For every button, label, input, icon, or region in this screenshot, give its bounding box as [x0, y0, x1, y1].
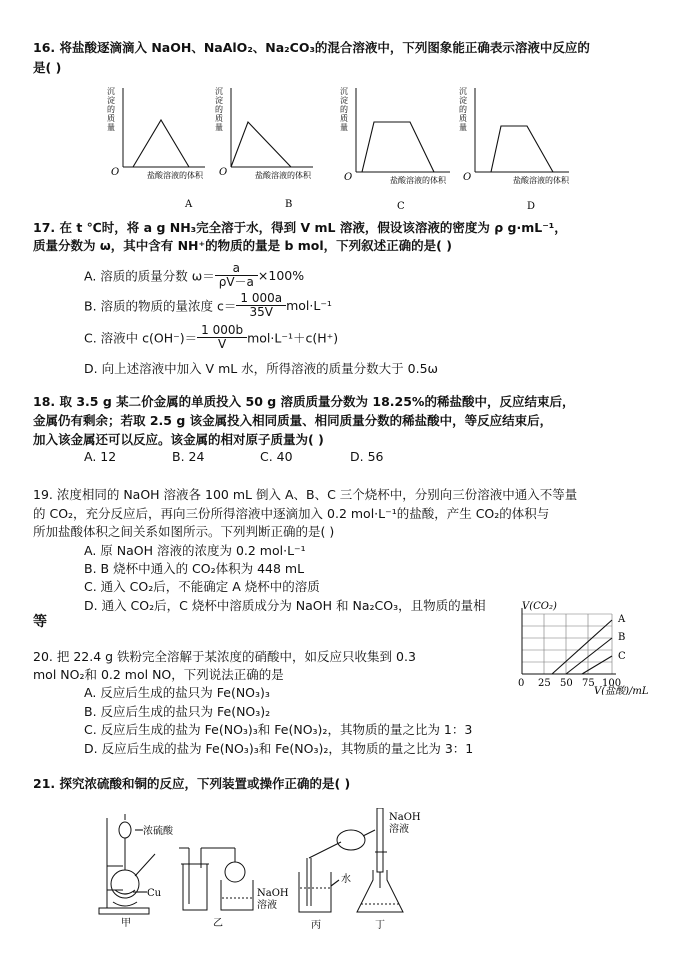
svg-text:盐酸溶液的体积: 盐酸溶液的体积 [255, 171, 311, 180]
svg-text:量: 量 [459, 123, 467, 132]
series-line-b [566, 638, 612, 674]
q19-option-b: B. B 烧杯中通入的 CO₂体积为 448 mL [84, 561, 305, 576]
graph-label-d: D [527, 201, 536, 212]
q16-line2: 是( ) [33, 60, 62, 75]
q20-line1: 20. 把 22.4 g 铁粉完全溶解于某浓度的硝酸中，如反应只收集到 0.3 [33, 649, 416, 664]
svg-text:O: O [111, 167, 120, 178]
svg-text:量: 量 [107, 123, 115, 132]
q17-option-c: C. 溶液中 c(OH⁻)＝ $\frac{1 000b}{V}$ mol·L⁻¹＋c(H⁺) [84, 323, 339, 351]
label-sol2: 溶液 [389, 824, 409, 835]
tick-50: 50 [560, 678, 573, 689]
series-a-label: A [618, 614, 626, 625]
svg-text:盐酸溶液的体积: 盐酸溶液的体积 [147, 171, 203, 180]
q19-option-d: D. 通入 CO₂后，C 烧杯中溶质成分为 NaOH 和 Na₂CO₃，且物质的量相 [84, 598, 486, 613]
svg-text:淀: 淀 [107, 96, 115, 105]
label-jia: 甲 [121, 918, 131, 929]
q18-option-c: C. 40 [260, 449, 293, 464]
q20-option-c: C. 反应后生成的盐为 Fe(NO₃)₃和 Fe(NO₃)₂，其物质的量之比为 1：3 [84, 722, 473, 737]
tick-0: 0 [518, 678, 525, 689]
q19-chart [508, 600, 658, 695]
q19-line1: 19. 浓度相同的 NaOH 溶液各 100 mL 倒入 A、B、C 三个烧杯中，分别向三份溶液中通入不等量 [33, 487, 578, 502]
svg-text:的: 的 [340, 105, 348, 114]
label-acid: 浓硫酸 [143, 826, 173, 837]
svg-text:O: O [463, 172, 472, 183]
svg-text:质: 质 [459, 114, 467, 123]
q18-line1: 18. 取 3.5 g 某二价金属的单质投入 50 g 溶质质量分数为 18.25%的稀盐酸中，反应结束后， [33, 394, 575, 409]
q21-apparatus [95, 808, 535, 938]
svg-text:O: O [344, 172, 353, 183]
q18-option-a: A. 12 [84, 449, 117, 464]
q19-option-d-cont: 等 [33, 614, 47, 630]
tick-25: 25 [538, 678, 551, 689]
apparatus-bing [299, 830, 375, 931]
apparatus-ding [357, 808, 421, 931]
q17-option-a: A. 溶质的质量分数 ω＝ $\frac{a}{\rho V-a}$ ×100% [84, 261, 305, 289]
q18-line2: 金属仍有剩余；若取 2.5 g 该金属投入相同质量、相同质量分数的稀盐酸中，等反应结束后， [33, 413, 553, 428]
graph-c [340, 87, 450, 185]
q20-option-b: B. 反应后生成的盐只为 Fe(NO₃)₂ [84, 704, 271, 719]
svg-text:盐酸溶液的体积: 盐酸溶液的体积 [513, 176, 569, 185]
label-naoh1: NaOH [257, 888, 289, 899]
q19-option-c: C. 通入 CO₂后，不能确定 A 烧杯中的溶质 [84, 579, 320, 594]
series-line-a [552, 620, 612, 674]
q19-option-a: A. 原 NaOH 溶液的浓度为 0.2 mol·L⁻¹ [84, 543, 306, 558]
svg-text:盐酸溶液的体积: 盐酸溶液的体积 [390, 176, 446, 185]
svg-text:量: 量 [215, 123, 223, 132]
svg-text:质: 质 [340, 114, 348, 123]
svg-text:质: 质 [215, 114, 223, 123]
q16-graphs [95, 82, 595, 212]
svg-text:淀: 淀 [215, 96, 223, 105]
label-ding: 丁 [375, 920, 385, 931]
chart-ylabel: V(CO₂) [522, 601, 557, 612]
tick-100: 100 [602, 678, 622, 689]
q19-line2: 的 CO₂，充分反应后，再向三份所得溶液中逐滴加入 0.2 mol·L⁻¹的盐酸，产生 CO₂的体积与 [33, 506, 550, 521]
svg-text:沉: 沉 [340, 87, 348, 96]
q17-line1: 17. 在 t ℃时，将 a g NH₃完全溶于水，得到 V mL 溶液，假设该溶液的密度为 ρ g·mL⁻¹， [33, 220, 567, 235]
series-b-label: B [618, 632, 626, 643]
svg-text:的: 的 [107, 105, 115, 114]
graph-label-b: B [285, 199, 293, 210]
label-cu: Cu [147, 888, 162, 899]
svg-text:量: 量 [340, 123, 348, 132]
series-line-c [582, 656, 612, 674]
q18-option-d: D. 56 [350, 449, 384, 464]
q20-option-a: A. 反应后生成的盐只为 Fe(NO₃)₃ [84, 685, 270, 700]
graph-label-c: C [397, 201, 405, 212]
chart-xlabel: V(盐酸)/mL [594, 686, 649, 695]
label-sol1: 溶液 [257, 900, 277, 911]
q19-line3: 所加盐酸体积之间关系如图所示。下列判断正确的是( ) [33, 524, 335, 539]
graph-d [459, 87, 570, 185]
series-c-label: C [618, 651, 626, 662]
label-naoh2: NaOH [389, 812, 421, 823]
apparatus-yi [179, 848, 289, 929]
svg-text:淀: 淀 [340, 96, 348, 105]
q17-line2: 质量分数为 ω，其中含有 NH⁺的物质的量是 b mol，下列叙述正确的是( ) [33, 238, 452, 253]
label-yi: 乙 [213, 918, 223, 929]
q18-line3: 加入该金属还可以反应。该金属的相对原子质量为( ) [33, 432, 324, 447]
svg-text:的: 的 [459, 105, 467, 114]
label-water: 水 [341, 874, 351, 885]
q17-option-b: B. 溶质的物质的量浓度 c＝ $\frac{1 000a}{35V}$ mol·L⁻¹ [84, 291, 332, 319]
graph-a [107, 87, 205, 180]
tick-75: 75 [582, 678, 595, 689]
q18-option-b: B. 24 [172, 449, 205, 464]
q16-line1: 16. 将盐酸逐滴滴入 NaOH、NaAlO₂、Na₂CO₃的混合溶液中，下列图象能正确表示溶液中反应的 [33, 40, 590, 55]
svg-text:O: O [219, 167, 228, 178]
graph-label-a: A [185, 199, 193, 210]
svg-text:沉: 沉 [459, 87, 467, 96]
svg-text:淀: 淀 [459, 96, 467, 105]
q21-line1: 21. 探究浓硫酸和铜的反应，下列装置或操作正确的是( ) [33, 776, 351, 791]
svg-text:沉: 沉 [107, 87, 115, 96]
label-bing: 丙 [311, 920, 321, 931]
svg-text:的: 的 [215, 105, 223, 114]
q17-option-d: D. 向上述溶液中加入 V mL 水，所得溶液的质量分数大于 0.5ω [84, 361, 439, 376]
apparatus-jia [99, 814, 174, 929]
svg-text:质: 质 [107, 114, 115, 123]
q20-option-d: D. 反应后生成的盐为 Fe(NO₃)₃和 Fe(NO₃)₂，其物质的量之比为 3：1 [84, 741, 474, 756]
svg-text:沉: 沉 [215, 87, 223, 96]
graph-b [215, 87, 313, 180]
q20-line2: mol NO₂和 0.2 mol NO，下列说法正确的是 [33, 667, 284, 682]
